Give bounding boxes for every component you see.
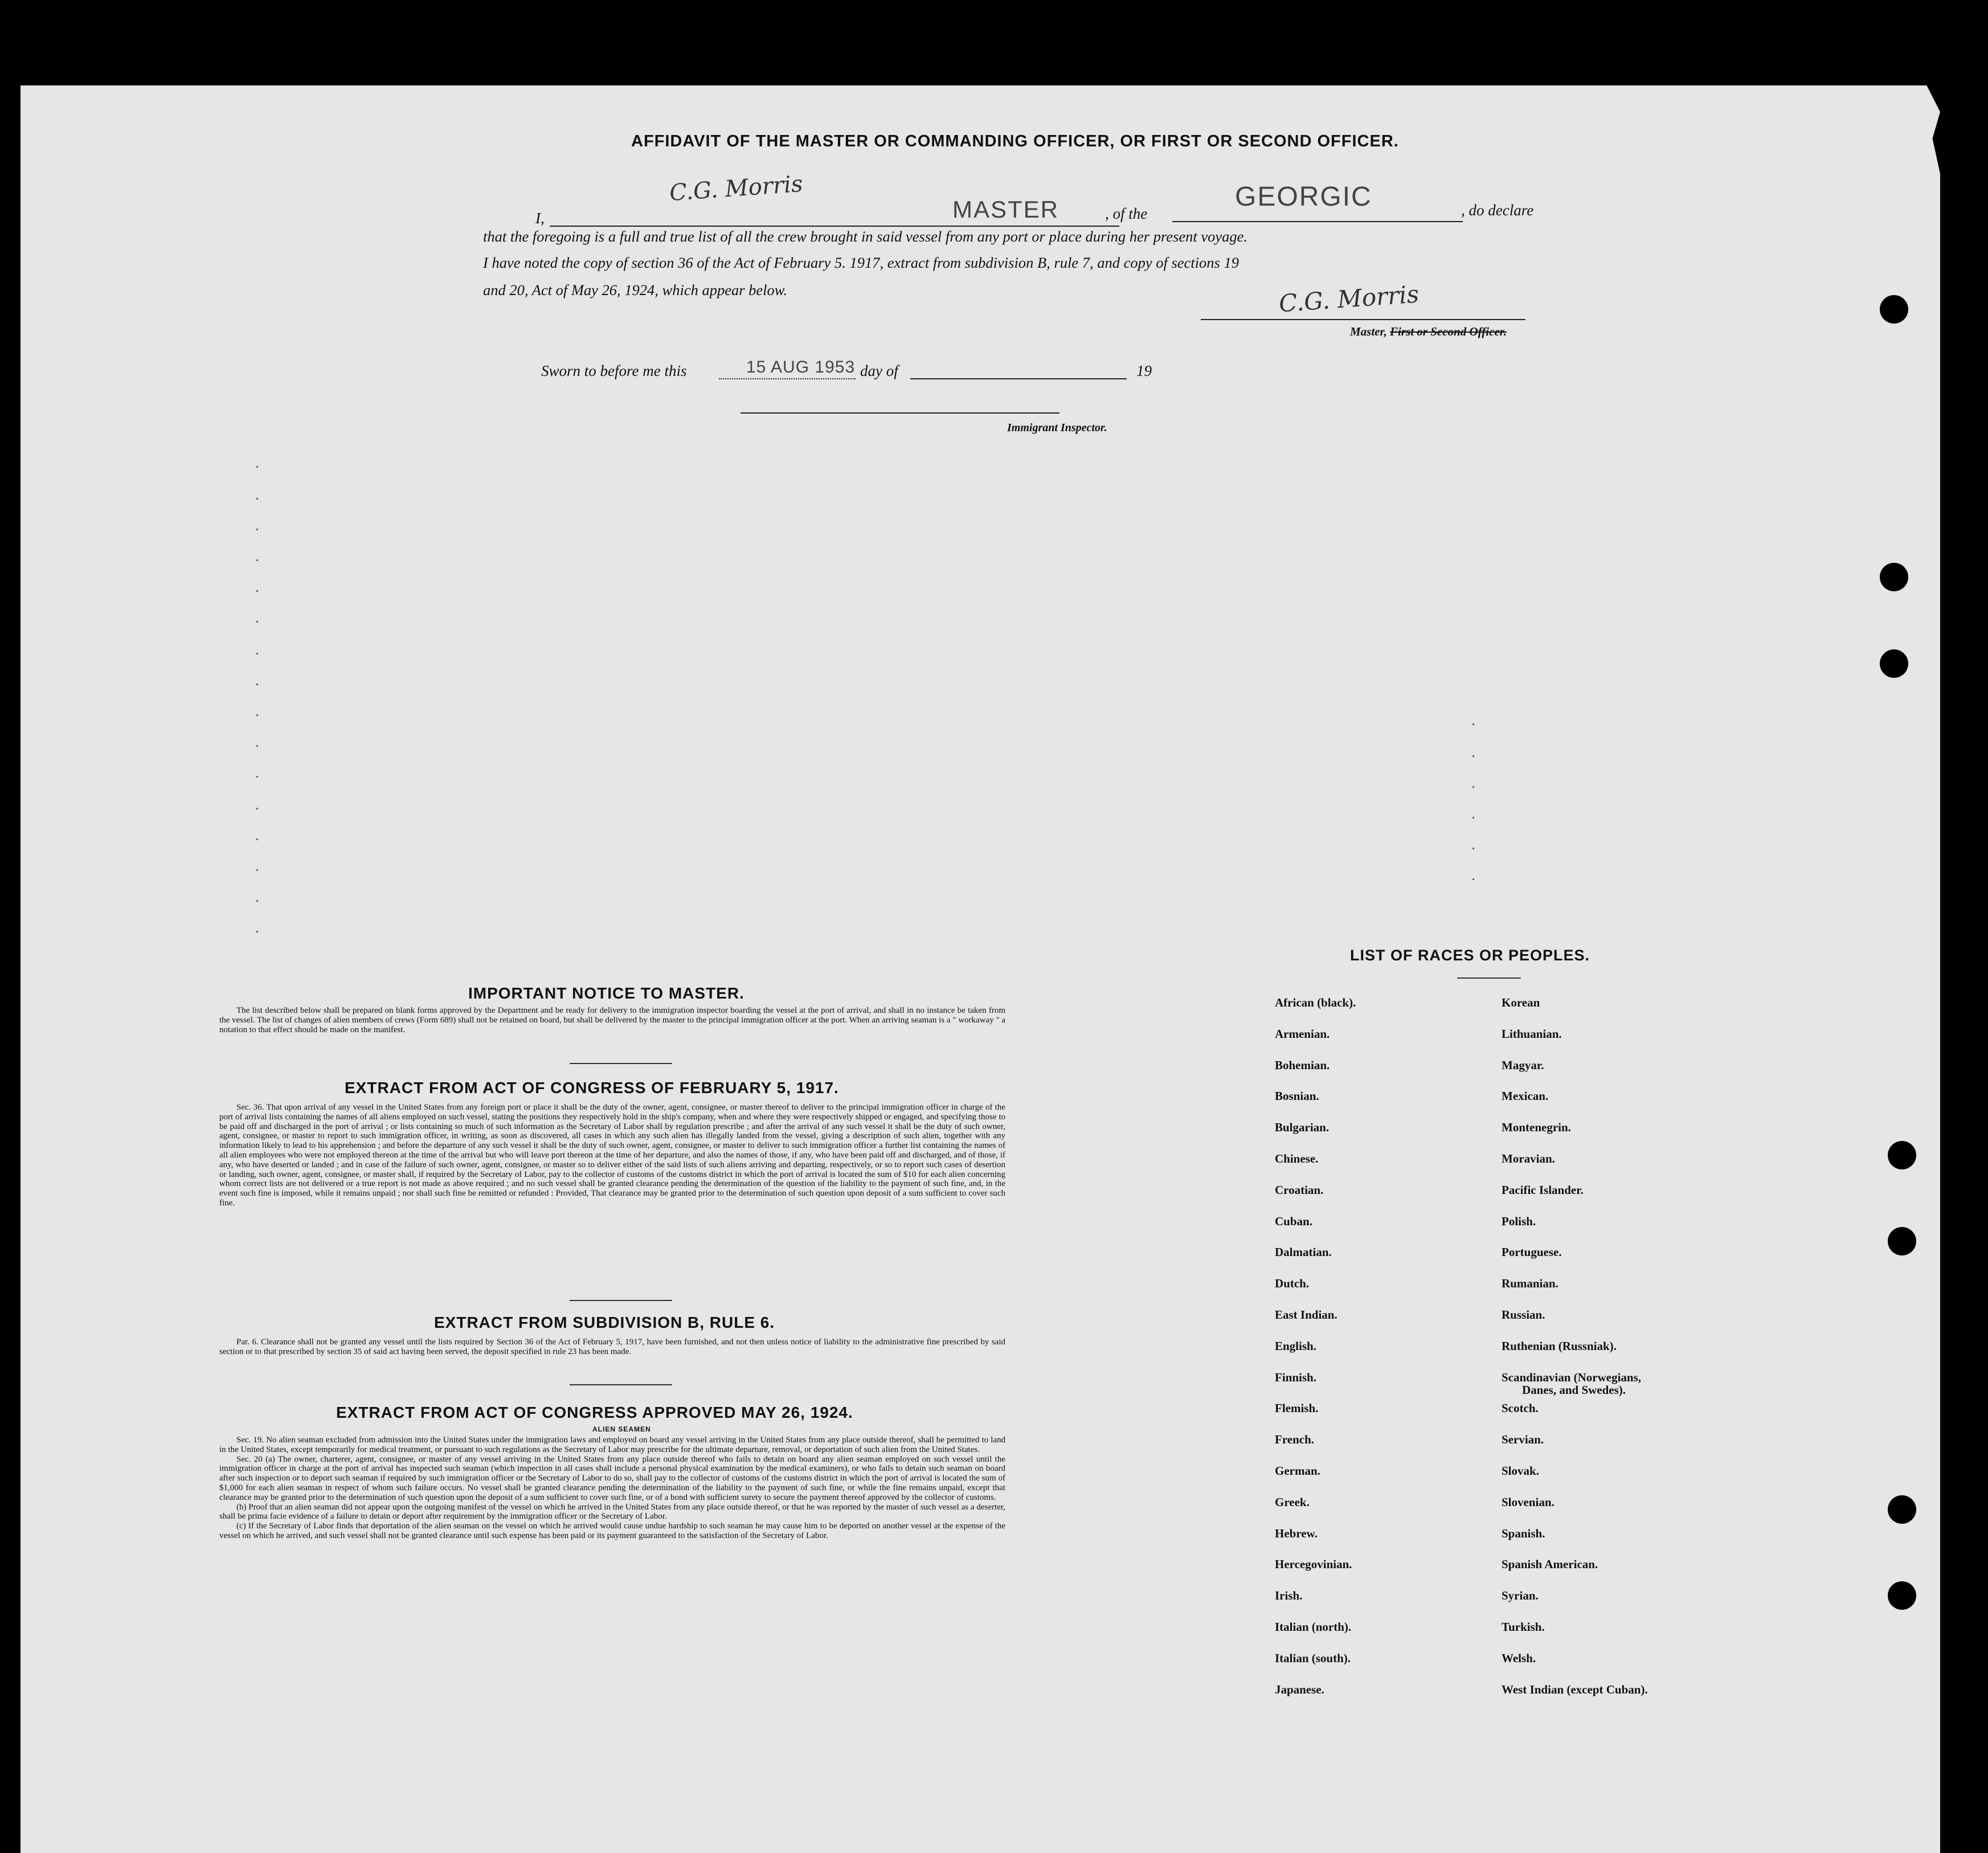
race-item: Italian (north).: [1275, 1620, 1352, 1634]
race-item: West Indian (except Cuban).: [1502, 1682, 1648, 1696]
margin-dot: [256, 529, 258, 530]
race-item: Mexican.: [1502, 1089, 1549, 1103]
extract1-body: [219, 1103, 1005, 1208]
extract1-paragraph: Sec. 36. That upon arrival of any vessel in the United States from any foreign port or place it shall be the duty of the owner, agent, consignee, or master thereof to deliver to the principal immigration officer in charge of the port of arrival lists containing the names of all aliens employed on such vessel, stating the positions they respectively hold in the ship's company, when and where they were respectively shipped or engaged, and specifying those to be paid off and discharged in the port of arrival ; or lists containing so much of such information as the Secretary of Labor shall by regulation prescribe ; and after the arrival of any such vessel it shall be the duty of such owner, agent, consignee, or master to report to such immigration officer, in writing, as soon as discovered, all cases in which any such alien has illegally landed from the vessel, giving a description of such alien, together with any information likely to lead to his apprehension ; and before the departure of any such vessel it shall be the duty of such owner, agent, consignee, or master to deliver to such immigration officer a further list containing the names of all alien employees who were not employed thereon at the time of the arrival but who will leave port thereon at the time of her departure, and also the names of those, if any, who have been paid off and discharged, and of those, if any, who have deserted or landed ; and in case of the failure of such owner, agent, consignee, or master so to deliver either of the said lists of such aliens arriving and departing, respectively, or so to report such cases of desertion or landing, such owner, agent, consignee, or master shall, if required by the Secretary of Labor, pay to the collector of customs of the customs district in which the port of arrival is located the sum of $10 for each alien concerning whom correct lists are not delivered or a true report is not made as above required ; and no such vessel shall be granted clearance pending the determination of the question of the liability to the payment of such fine, and, in the event such fine is imposed, while it remains unpaid ; nor shall such fine be remitted or refunded : Provided, That clearance may be granted prior to the determination of such question upon deposit of a sum sufficient to cover such fine.: [219, 1103, 1005, 1208]
race-item: Lithuanian.: [1502, 1026, 1562, 1041]
race-item: Armenian.: [1275, 1026, 1330, 1041]
race-item: Dalmatian.: [1275, 1245, 1332, 1259]
margin-dot: [256, 745, 258, 747]
punch-hole: [1880, 295, 1908, 324]
race-item-continuation: Danes, and Swedes).: [1522, 1383, 1626, 1397]
signer-caption-master: Master,: [1350, 325, 1387, 338]
inspector-caption: Immigrant Inspector.: [1007, 422, 1107, 434]
affidavit-line-4: and 20, Act of May 26, 1924, which appear below.: [483, 281, 788, 298]
margin-dot: [256, 684, 258, 685]
margin-dot: [256, 590, 258, 592]
extract3-subtitle: ALIEN SEAMEN: [592, 1425, 651, 1433]
race-item: Slovak.: [1502, 1464, 1539, 1478]
affidavit-line-3: I have noted the copy of section 36 of the Act of February 5. 1917, extract from subdivision B, rule 7, and copy of sections 19: [483, 254, 1239, 271]
separator: [1457, 977, 1521, 979]
signature-line: [550, 226, 1119, 227]
margin-dot: [256, 498, 258, 500]
master-signature: C.G. Morris: [668, 170, 804, 207]
punch-hole: [1888, 1141, 1916, 1169]
race-item: Bosnian.: [1275, 1089, 1319, 1103]
race-item: Syrian.: [1502, 1589, 1539, 1603]
race-item: Finnish.: [1275, 1370, 1316, 1384]
race-item: Spanish American.: [1502, 1557, 1598, 1572]
punch-hole: [1880, 563, 1908, 591]
month-line: [910, 378, 1127, 379]
race-item: Chinese.: [1275, 1152, 1319, 1165]
margin-dot: [256, 838, 258, 840]
race-item: Rumanian.: [1502, 1277, 1559, 1291]
race-item: African (black).: [1275, 996, 1356, 1009]
notice-paragraph: The list described below shall be prepared on blank forms approved by the Department and be ready for delivery to the immigration inspector boarding the vessel at the port of arrival, and shall in no instance be taken from the vessel. The list of changes of alien members of crews (Form 689) shall not be retained on board, but shall be delivered by the master to the principal immigration officer at the port. When an arriving seaman is a " workaway " a notation to that effect should be made on the manifest.: [219, 1006, 1005, 1034]
margin-dot: [1472, 817, 1474, 819]
margin-dot: [1472, 786, 1474, 788]
affidavit-title: AFFIDAVIT OF THE MASTER OR COMMANDING OFFICER, OR FIRST OR SECOND OFFICER.: [631, 132, 1399, 150]
race-item: Spanish.: [1502, 1526, 1545, 1540]
affidavit-i: I,: [535, 210, 545, 227]
race-item: Slovenian.: [1502, 1495, 1555, 1509]
race-item: Ruthenian (Russniak).: [1502, 1339, 1617, 1353]
affidavit-line-2: that the foregoing is a full and true list of all the crew brought in said vessel from any port or place during her present voyage.: [483, 228, 1248, 245]
margin-dot: [256, 621, 258, 623]
extract3-paragraph: Sec. 19. No alien seaman excluded from admission into the United States under the immigration laws and employed on board any vessel arriving in the United States from any place outside thereof, shall be permitted to land in the United States, except temporarily for medical treatment, or pursuant to such regulations as the Secretary of Labor may prescribe for the ultimate departure, removal, or deportation of such alien from the United States.: [219, 1435, 1005, 1454]
extract3-title: EXTRACT FROM ACT OF CONGRESS APPROVED MAY 26, 1924.: [336, 1404, 853, 1421]
do-declare-label: , do declare: [1461, 202, 1534, 219]
notice-body: [219, 1006, 1005, 1034]
day-of-label: day of: [860, 362, 898, 379]
margin-dot: [256, 714, 258, 716]
extract2-paragraph: Par. 6. Clearance shall not be granted any vessel until the lists required by Section 36 of the Act of February 5, 1917, have been furnished, and not then unless notice of liability to the administrative fine prescribed by said section or to that prescribed by section 35 of said act having been served, the deposit specified in rule 23 has been made.: [219, 1337, 1005, 1356]
race-item: Portuguese.: [1502, 1245, 1562, 1259]
punch-hole: [1888, 1581, 1916, 1610]
race-item: Servian.: [1502, 1433, 1544, 1447]
punch-hole: [1888, 1495, 1916, 1524]
signer-caption-struck: First or Second Officer.: [1390, 325, 1507, 338]
race-item: Greek.: [1275, 1495, 1310, 1509]
race-item: Scotch.: [1502, 1401, 1539, 1416]
master-signature-2: C.G. Morris: [1278, 280, 1420, 318]
race-item: Cuban.: [1275, 1214, 1312, 1228]
race-item: Polish.: [1502, 1214, 1536, 1228]
notice-title: IMPORTANT NOTICE TO MASTER.: [468, 984, 745, 1002]
race-item: German.: [1275, 1464, 1320, 1478]
race-item: Turkish.: [1502, 1620, 1545, 1634]
margin-dot: [256, 466, 258, 468]
race-item: Korean: [1502, 996, 1540, 1009]
race-item: Hercegovinian.: [1275, 1557, 1352, 1572]
vessel-line: [1172, 221, 1463, 222]
race-item: Magyar.: [1502, 1058, 1544, 1072]
race-item: Welsh.: [1502, 1651, 1536, 1665]
race-item: Japanese.: [1275, 1682, 1324, 1696]
race-item: Croatian.: [1275, 1183, 1324, 1197]
races-title: LIST OF RACES OR PEOPLES.: [1350, 947, 1590, 964]
race-item: Irish.: [1275, 1589, 1303, 1603]
inspector-line: [741, 412, 1060, 414]
race-item: Pacific Islander.: [1502, 1183, 1584, 1197]
separator: [570, 1384, 672, 1385]
rank-stamp: MASTER: [952, 196, 1060, 223]
race-item: Scandinavian (Norwegians,: [1502, 1370, 1642, 1384]
race-item: Bulgarian.: [1275, 1120, 1330, 1135]
race-item: Bohemian.: [1275, 1058, 1330, 1072]
margin-dot: [256, 808, 258, 809]
extract3-paragraph: (b) Proof that an alien seaman did not appear upon the outgoing manifest of the vessel on which he arrived in the United States from any place outside thereof, or that he was reported by the master of such vessel as a deserter, shall be prima facie evidence of a failure to detain or deport after requirement by the immigration officer or the Secretary of Labor.: [219, 1502, 1005, 1521]
separator: [570, 1300, 672, 1301]
race-item: East Indian.: [1275, 1308, 1337, 1322]
margin-dot: [256, 900, 258, 902]
signer-line: [1201, 319, 1525, 320]
of-the-label: , of the: [1105, 205, 1148, 222]
margin-dot: [256, 559, 258, 561]
extract2-body: [219, 1337, 1005, 1357]
punch-hole: [1880, 649, 1908, 678]
race-item: English.: [1275, 1339, 1316, 1353]
margin-dot: [256, 776, 258, 778]
margin-dot: [1472, 848, 1474, 849]
margin-dot: [1472, 723, 1474, 725]
punch-hole: [1888, 1227, 1916, 1255]
race-item: Hebrew.: [1275, 1526, 1318, 1540]
sworn-date-stamp: 15 AUG 1953: [746, 358, 856, 377]
race-item: Moravian.: [1502, 1152, 1555, 1165]
margin-dot: [256, 869, 258, 871]
margin-dot: [1472, 755, 1474, 757]
margin-dot: [256, 931, 258, 932]
vessel-stamp: GEORGIC: [1235, 182, 1372, 212]
race-item: French.: [1275, 1433, 1315, 1447]
extract2-title: EXTRACT FROM SUBDIVISION B, RULE 6.: [434, 1314, 775, 1331]
signer-caption: [1350, 325, 1507, 339]
race-item: Russian.: [1502, 1308, 1545, 1322]
sworn-date-line: [719, 378, 856, 379]
separator: [570, 1063, 672, 1064]
extract3-paragraph: Sec. 20 (a) The owner, charterer, agent, consignee, or master of any vessel arriving in the United States from any place outside thereof who fails to detain on board any alien seaman employed on such vessel until the immigration officer in charge at the port of arrival has inspected such seaman (which inspection in all cases shall include a personal physical examination by the medical examiners), or who fails to detain such seaman on board after such inspection or to deport such seaman if required by such immigration officer or the Secretary of Labor to do so, shall pay to the collector of customs of the customs district in which the port of arrival is located the sum of $1,000 for each alien seaman in respect of whom such failure occurs. No vessel shall be granted clearance pending the determination of the liability to the payment of such fine, or while the fine remains unpaid, except that clearance may be granted prior to the determination of such question upon the deposit of a sum sufficient to cover such fine, or of a bond with sufficient surety to secure the payment thereof approved by the collector of customs.: [219, 1454, 1005, 1502]
race-item: Italian (south).: [1275, 1651, 1351, 1665]
extract1-title: EXTRACT FROM ACT OF CONGRESS OF FEBRUARY 5, 1917.: [345, 1079, 839, 1097]
race-item: Flemish.: [1275, 1401, 1319, 1416]
margin-dot: [1472, 878, 1474, 880]
margin-dot: [256, 653, 258, 655]
year-prefix: 19: [1136, 362, 1152, 379]
sworn-prefix: Sworn to before me this: [541, 362, 687, 379]
extract3-paragraph: (c) If the Secretary of Labor finds that deportation of the alien seaman on the vessel on which he arrived would cause undue hardship to such seaman he may cause him to be deported on another vessel at the expense of the vessel on which he arrived, and such vessel shall not be granted clearance until such expense has been paid or its payment guaranteed to the satisfaction of the Secretary of Labor.: [219, 1521, 1005, 1540]
extract3-body: [219, 1435, 1005, 1541]
race-item: Montenegrin.: [1502, 1120, 1571, 1135]
document-page: [21, 85, 1940, 1853]
race-item: Dutch.: [1275, 1277, 1310, 1291]
